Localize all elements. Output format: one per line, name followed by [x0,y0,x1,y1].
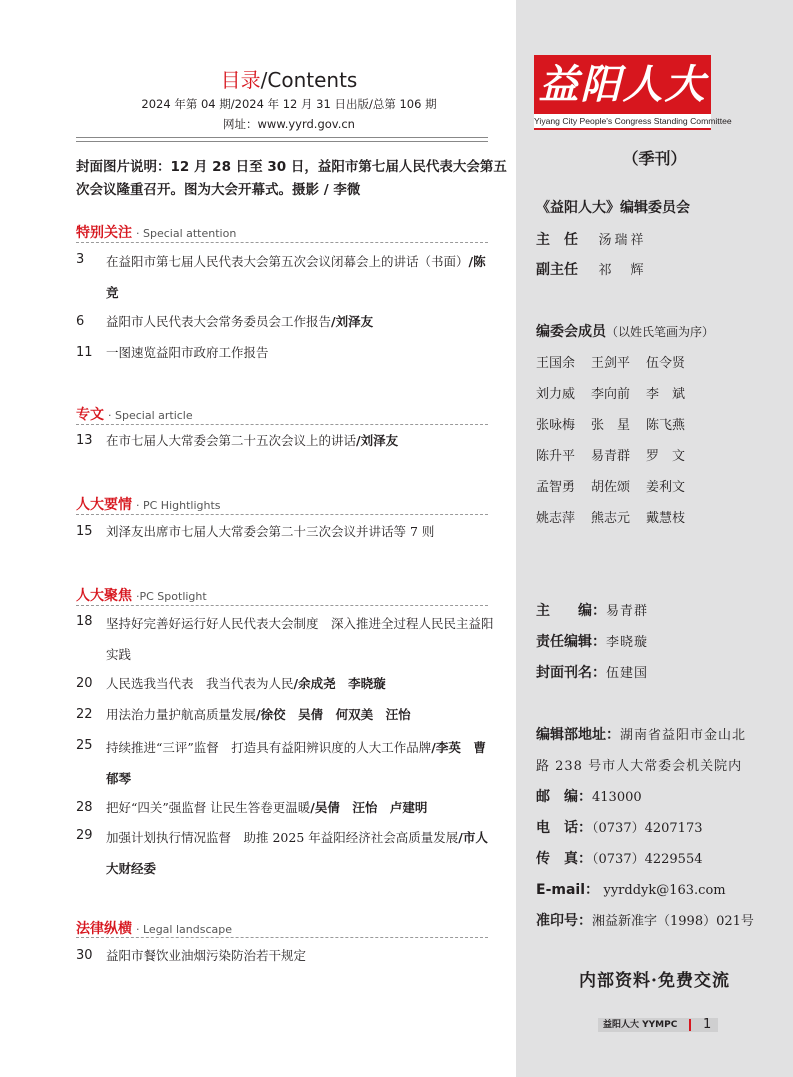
print-permit: 准印号：湘益新准字（1998）021号 [536,913,754,929]
section-title-english: ·PC Spotlight [136,590,207,603]
cover-caption: 封面图片说明：12 月 28 日至 30 日，益阳市第七届人民代表大会第五次会议隆重召开。图为大会开幕式。摄影 / 李微 [76,159,507,198]
toc-entry[interactable] [76,518,496,549]
section-title-english: · Special attention [136,227,237,240]
committee-member-row [536,383,701,402]
toc-entry-title: 人民选我当代表 我当代表为人民 [106,676,294,691]
toc-page-number: 30 [76,948,93,963]
section-heading [76,404,193,424]
committee-member: 李向前 [591,387,631,402]
toc-entry[interactable] [76,339,496,370]
section-title-english: · PC Hightlights [136,499,221,512]
toc-page-number: 18 [76,614,93,629]
toc-entry[interactable] [76,942,496,973]
toc-page-number: 28 [76,800,93,815]
issue-info: 2024 年第 04 期/2024 年 12 月 31 日出版/总第 106 期 [141,97,437,111]
section-title-chinese: 人大聚焦 [76,588,132,604]
committee-member: 姚志萍 [536,511,576,526]
fax: 传 真：（0737）4229554 [536,851,703,867]
section-title-chinese: 法律纵横 [76,921,132,937]
toc-page-number: 29 [76,828,93,843]
committee-member-row [536,445,701,464]
toc-entry-author: /余成尧 李晓璇 [293,676,386,691]
toc-entry-text [106,246,494,308]
section-title-english: · Legal landscape [136,923,232,936]
committee-member: 戴慧枝 [646,511,686,526]
toc-entry-title: 益阳市人民代表大会常务委员会工作报告 [106,314,332,329]
committee-member: 张 星 [591,418,631,433]
email: E-mail： yyrddyk@163.com [536,882,726,898]
toc-entry-text [106,701,494,729]
committee-director: 主 任 汤瑞祥 [536,232,647,248]
toc-entry-title: 持续推进“三评”监督 打造具有益阳辨识度的人大工作品牌 [106,740,432,755]
toc-entry-title: 刘泽友出席市七届人大常委会第二十三次会议并讲话等 7 则 [106,524,435,539]
toc-entry-title: 一图速览益阳市政府工作报告 [106,345,269,360]
toc-entry-title: 用法治力量护航高质量发展 [106,707,257,722]
toc-entry-text [106,942,494,970]
title-chinese: 目录 [220,68,261,92]
toc-entry[interactable] [76,822,496,884]
toc-entry-text [106,339,494,367]
toc-page-number: 15 [76,524,93,539]
toc-entry-author: /徐佼 吴倩 何双美 汪怡 [256,707,411,722]
toc-entry-title: 在市七届人大常委会第二十五次会议上的讲话 [106,433,357,448]
committee-member-row [536,507,701,526]
toc-entry[interactable] [76,670,496,701]
committee-member: 伍令贤 [646,356,686,371]
section-divider [76,424,488,425]
toc-page-number: 13 [76,433,93,448]
toc-entry[interactable] [76,246,496,308]
toc-page-number: 11 [76,345,93,360]
committee-member: 陈飞燕 [646,418,686,433]
toc-entry-text [106,308,494,336]
section-title-chinese: 特别关注 [76,225,132,241]
toc-entry-author: /刘泽友 [331,314,374,329]
toc-entry[interactable] [76,732,496,794]
toc-entry-title: 加强计划执行情况监督 助推 2025 年益阳经济社会高质量发展 [106,830,459,845]
committee-member: 姜利文 [646,480,686,495]
page-title [0,67,578,93]
committee-member: 易青群 [591,449,631,464]
toc-entry-text [106,732,494,794]
toc-entry-text [106,518,494,546]
editor-in-chief: 主 编：易青群 [536,603,649,619]
committee-member: 熊志元 [591,511,631,526]
toc-page-number: 25 [76,738,93,753]
committee-member: 刘力威 [536,387,576,402]
committee-member: 李 斌 [646,387,686,402]
committee-member: 孟智勇 [536,480,576,495]
toc-page-number: 3 [76,252,85,267]
section-divider [76,514,488,515]
toc-entry-title: 益阳市餐饮业油烟污染防治若干规定 [106,948,307,963]
committee-heading: 《益阳人大》编辑委员会 [536,200,690,216]
toc-entry-author: /刘泽友 [356,433,399,448]
section-divider [76,937,488,938]
website: 网址：www.yyrd.gov.cn [223,117,355,131]
section-divider [76,605,488,606]
logo-subtitle: Yiyang City People's Congress Standing Committee [534,116,732,126]
page-number: 1 [703,1017,712,1032]
committee-member: 王国余 [536,356,576,371]
toc-entry-text [106,427,494,455]
committee-members-heading: 编委会成员（以姓氏笔画为序） [536,324,715,340]
toc-page-number: 22 [76,707,93,722]
footer-separator [689,1019,691,1031]
section-divider [76,242,488,243]
committee-member: 罗 文 [646,449,686,464]
toc-entry[interactable] [76,308,496,339]
section-heading [76,918,232,938]
footer-publication-name: 益阳人大 YYMPC [603,1020,678,1030]
toc-entry[interactable] [76,701,496,732]
toc-entry-title: 把好“四关”强监督 让民生答卷更温暖 [106,800,311,815]
committee-member: 陈升平 [536,449,576,464]
logo-text: 益阳人大 [538,61,707,108]
committee-member-row [536,476,701,495]
postcode: 邮 编：413000 [536,789,642,805]
phone: 电 话：（0737）4207173 [536,820,703,836]
section-title-chinese: 专文 [76,407,104,423]
section-heading [76,494,221,514]
toc-entry-author: /李英 曹郁琴 [106,740,486,786]
committee-member: 张咏梅 [536,418,576,433]
toc-entry-text [106,822,494,884]
toc-entry[interactable] [76,608,496,670]
toc-entry-text [106,608,494,670]
toc-entry[interactable] [76,794,496,825]
title-divider [76,137,488,142]
section-heading [76,585,207,605]
committee-deputy: 副主任 祁 辉 [536,262,647,278]
toc-page-number: 20 [76,676,93,691]
section-title-english: · Special article [108,409,193,422]
toc-entry-text [106,670,494,698]
toc-entry-text [106,794,494,822]
title-english: /Contents [260,68,358,92]
section-heading [76,222,236,242]
section-title-chinese: 人大要情 [76,497,132,513]
committee-member-row [536,414,701,433]
editorial-address-1: 编辑部地址：湖南省益阳市金山北 [536,727,747,743]
committee-member: 王剑平 [591,356,631,371]
toc-entry-author: /陈竞 [106,254,486,300]
toc-entry-title: 坚持好完善好运行好人民代表大会制度 深入推进全过程人民民主益阳实践 [106,616,494,662]
toc-page-number: 6 [76,314,85,329]
quarterly-label: （季刊） [622,149,687,168]
toc-entry[interactable] [76,427,496,458]
responsible-editor: 责任编辑：李晓璇 [536,634,649,650]
editorial-address-2: 路 238 号市人大常委会机关院内 [536,759,743,774]
committee-member-row [536,352,701,371]
toc-entry-author: /市人大财经委 [106,830,488,876]
toc-entry-title: 在益阳市第七届人民代表大会第五次会议闭幕会上的讲话（书面） [106,254,469,269]
toc-entry-author: /吴倩 汪怡 卢建明 [310,800,428,815]
cover-calligraphy: 封面刊名：伍建国 [536,665,649,681]
free-distribution-note: 内部资料·免费交流 [579,971,730,991]
committee-member: 胡佐颂 [591,480,631,495]
